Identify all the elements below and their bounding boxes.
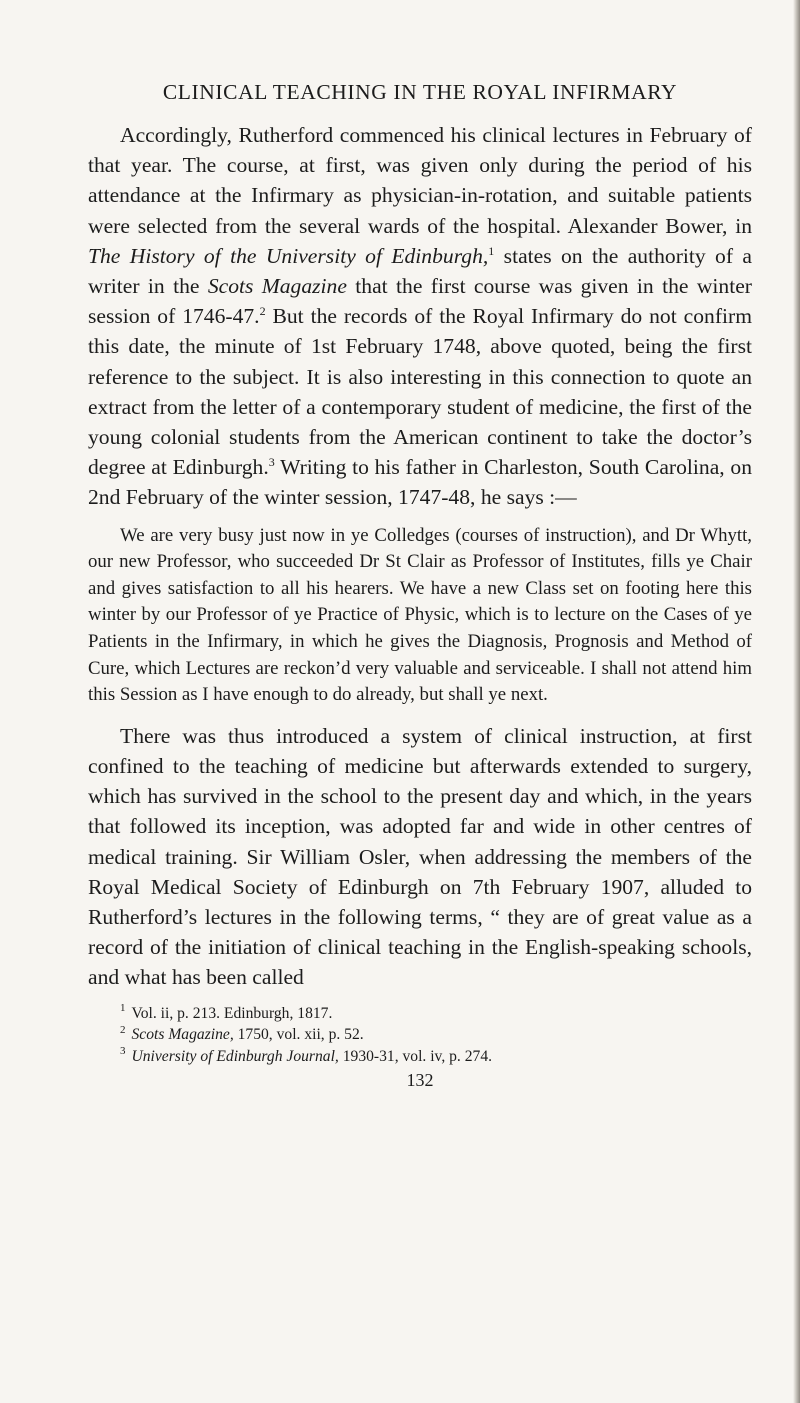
footnote-3 (120, 1046, 752, 1068)
paragraph-1 (88, 120, 752, 513)
paragraph-1-text-a: Accordingly, Rutherford commenced his clinical lectures in February of that year. The course, at first, was given only during the period of his attendance at the Infirmary as physician-in-rotation, and suitable patients were selected from the several wards of the hospital. Alexander Bower, in (88, 123, 752, 238)
paragraph-1-text-c: that the first course was given in the winter session of 1746-47. (88, 274, 752, 329)
footnote-ref-2: 2 (259, 304, 266, 319)
footnote-text: Vol. ii, p. 213. Edinburgh, 1817. (131, 1004, 333, 1022)
footnote-italic: Scots Magazine, (131, 1026, 234, 1044)
block-quote: We are very busy just now in ye Colledges (courses of instruction), and Dr Whytt, our new Professor, who succeeded Dr St Clair as Professor of Institutes, fills ye Chair and gives satisfaction to all his hearers. We have a new Class set on footing here this winter by our Professor of ye Practice of Physic, which is to lecture on the Cases of ye Patients in the Infirmary, in which he gives the Diagnosis, Prognosis and Method of Cure, which Lectures are reckon’d very valuable and serviceable. I shall not attend him this Session as I have enough to do already, but shall ye next. (88, 524, 752, 706)
footnote-ref-3: 3 (268, 455, 275, 470)
footnote-text: 1750, vol. xii, p. 52. (233, 1026, 364, 1044)
footnote-2 (120, 1024, 752, 1046)
footnote-mark: 1 (120, 1002, 126, 1015)
paragraph-1-text-b: states on the authority of a writer in the (88, 243, 752, 299)
paragraph-1-text-e: Writing to his father in Charleston, South Carolina, on 2nd February of the winter session, 1747-48, he says :— (88, 455, 752, 510)
paragraph-2: There was thus introduced a system of clinical instruction, at first confined to the teaching of medicine but afterwards extended to surgery, which has survived in the school to the present day and which, in the years that followed its inception, was adopted far and wide in other centres of medical training. Sir William Osler, when addressing the members of the Royal Medical Society of Edinburgh on 7th February 1907, alluded to Rutherford’s lectures in the following terms, “ they are of great value as a record of the initiation of clinical teaching in the English-speaking schools, and what has been called (88, 723, 752, 990)
magazine-title: Scots Magazine (207, 274, 347, 299)
running-head: CLINICAL TEACHING IN THE ROYAL INFIRMARY (162, 80, 678, 104)
footnote-text: 1930-31, vol. iv, p. 274. (338, 1047, 493, 1065)
footnote-ref-1: 1 (488, 243, 495, 258)
page-number: 132 (406, 1070, 434, 1091)
page-edge (793, 0, 800, 1403)
footnote-mark: 3 (120, 1045, 126, 1058)
book-page (88, 78, 752, 1091)
footnote-1 (120, 1003, 752, 1025)
footnote-mark: 2 (120, 1023, 126, 1036)
paragraph-1-text-d: But the records of the Royal Infirmary do not confirm this date, the minute of 1st February 1748, above quoted, being the first reference to the subject. It is also interesting in this connection to quote an extract from the letter of a contemporary student of medicine, the first of the young colonial students from the American continent to take the doctor’s degree at Edinburgh. (88, 304, 752, 480)
footnote-italic: University of Edinburgh Journal, (131, 1047, 339, 1065)
footnotes (120, 1003, 752, 1068)
book-title: The History of the University of Edinburgh, (88, 243, 489, 268)
